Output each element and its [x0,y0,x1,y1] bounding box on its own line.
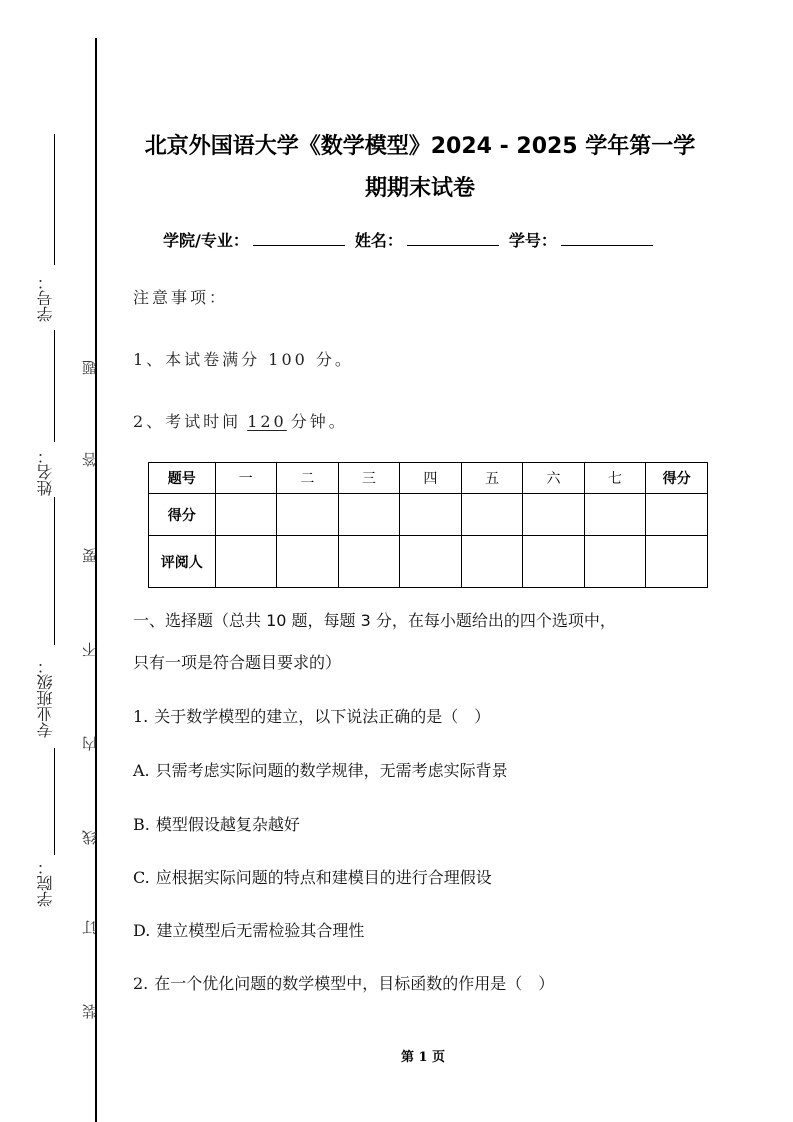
question-number: 1. [133,707,149,726]
option-text: 建立模型后无需检验其合理性 [156,921,365,940]
option-text: 模型假设越复杂越好 [155,815,300,834]
notice-item-2-suffix: 分钟。 [290,412,348,431]
margin-student-id-label: 学号： [36,274,55,322]
score-cell[interactable] [338,494,400,536]
score-cell[interactable] [646,494,708,536]
option-key: B. [133,815,150,834]
question-text: 在一个优化问题的数学模型中，目标函数的作用是（ ） [154,974,555,993]
exam-title-line2: 期期末试卷 [364,176,475,201]
notice-heading: 注意事项： [133,288,229,307]
notice-item-2 [133,409,348,432]
reviewer-cell[interactable] [461,536,523,588]
seal-char: 答 [81,452,99,467]
question-number: 2. [133,974,149,993]
score-cell[interactable] [400,494,462,536]
page-number: 第 1 页 [400,1050,446,1065]
notice-item-1: 1、本试卷满分 100 分。 [133,350,354,369]
college-major-label: 学院/专业： [163,231,249,250]
margin-blank-line [54,748,55,855]
margin-name-label: 姓名： [36,448,55,496]
seal-char: 不 [81,642,99,657]
reviewer-cell[interactable] [646,536,708,588]
reviewer-cell[interactable] [277,536,339,588]
seal-char: 装 [81,1004,99,1019]
option-key: D. [133,921,151,940]
score-table-header-row [149,463,708,494]
seal-char: 题 [81,360,99,375]
reviewer-cell[interactable] [215,536,277,588]
header-cell: 六 [523,463,585,494]
student-id-blank[interactable] [561,231,653,246]
seal-char: 内 [81,736,99,751]
header-cell: 五 [461,463,523,494]
margin-blank-line [54,330,55,442]
name-label: 姓名： [354,231,403,250]
row-label-score: 得分 [149,494,216,536]
margin-class-label: 专业班级： [36,658,55,738]
score-row [149,494,708,536]
question-1-option-b [133,812,300,835]
header-cell: 一 [215,463,277,494]
option-key: A. [133,761,150,780]
section-1-instructions-line1: 一、选择题（总共 10 题，每题 3 分，在每小题给出的四个选项中， [133,611,616,630]
question-1-option-a [133,758,508,781]
header-cell-total: 得分 [646,463,708,494]
option-text: 只需考虑实际问题的数学规律，无需考虑实际背景 [155,761,508,780]
score-cell[interactable] [277,494,339,536]
reviewer-cell[interactable] [338,536,400,588]
exam-title-line1: 北京外国语大学《数学模型》2024 - 2025 学年第一学 [144,134,696,159]
college-major-blank[interactable] [253,231,345,246]
question-2 [133,971,554,994]
header-cell: 七 [584,463,646,494]
student-info-row [163,228,703,251]
section-1-instructions-line2: 只有一项是符合题目要求的） [133,653,342,672]
student-id-label: 学号： [508,231,557,250]
option-text: 应根据实际问题的特点和建模目的进行合理假设 [155,868,492,887]
reviewer-row [149,536,708,588]
header-cell: 三 [338,463,400,494]
question-text: 关于数学模型的建立，以下说法正确的是（ ） [154,707,491,726]
score-table [148,462,708,588]
margin-blank-line [54,134,55,265]
header-cell: 二 [277,463,339,494]
score-cell[interactable] [523,494,585,536]
seal-char: 要 [81,548,99,563]
row-label-reviewer: 评阅人 [149,536,216,588]
score-cell[interactable] [461,494,523,536]
margin-college-label: 学院： [36,859,55,907]
seal-char: 订 [81,920,99,935]
option-key: C. [133,868,150,887]
binding-line [95,38,97,1122]
reviewer-cell[interactable] [400,536,462,588]
reviewer-cell[interactable] [523,536,585,588]
question-1 [133,704,490,727]
exam-duration-value: 120 [247,412,287,431]
question-1-option-d [133,918,364,941]
score-cell[interactable] [215,494,277,536]
notice-item-2-prefix: 2、考试时间 [133,412,242,431]
header-cell-question-no: 题号 [149,463,216,494]
margin-blank-line [54,497,55,645]
reviewer-cell[interactable] [584,536,646,588]
score-cell[interactable] [584,494,646,536]
question-1-option-c [133,865,492,888]
header-cell: 四 [400,463,462,494]
name-blank[interactable] [407,231,499,246]
seal-char: 线 [81,830,99,845]
